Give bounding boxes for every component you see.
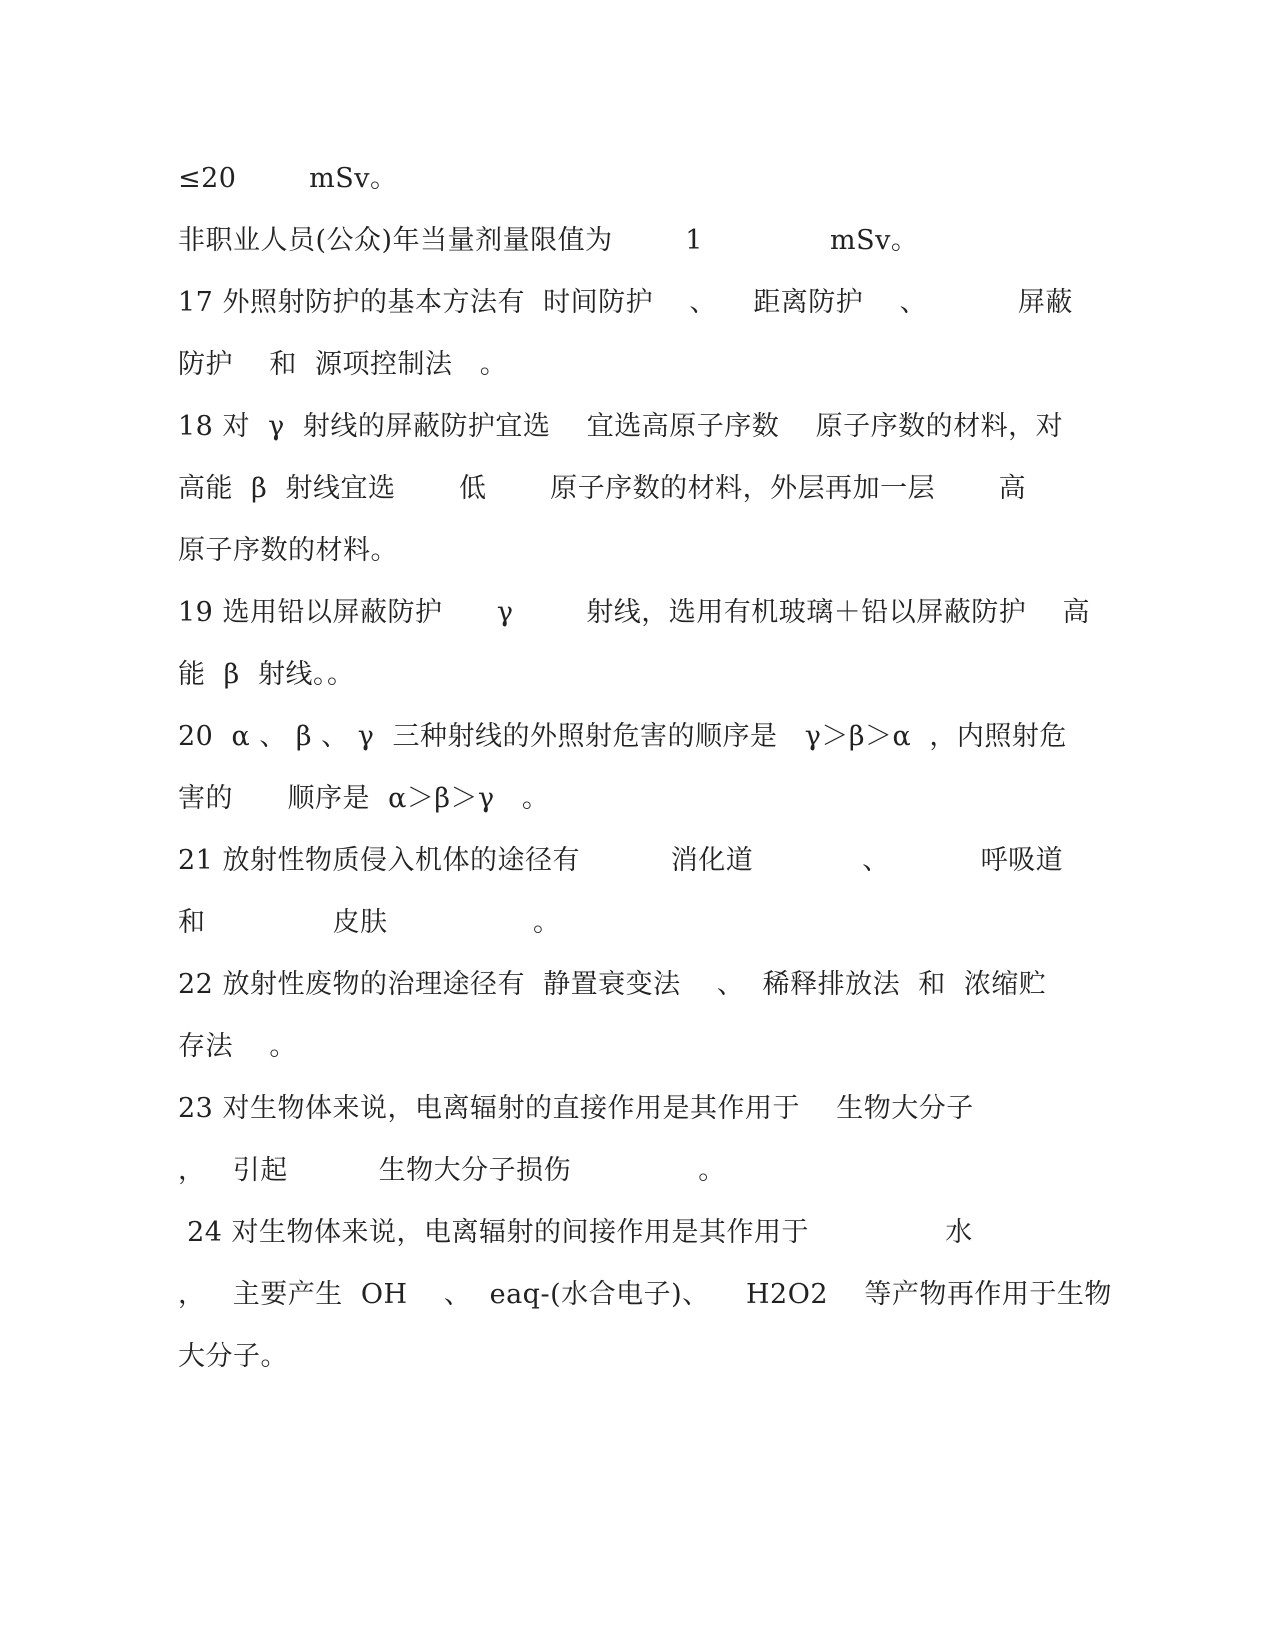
text-line-9: 能 β 射线。。 (178, 659, 355, 690)
text-line-1: ≤20 mSv。 (178, 163, 398, 194)
text-line-14: 22 放射性废物的治理途径有 静置衰变法 、 稀释排放法 和 浓缩贮 (178, 969, 1047, 1000)
text-line-15: 存法 。 (178, 1031, 297, 1062)
text-line-19: ， 主要产生 OH 、 eaq-(水合电子)、 H2O2 等产物再作用于生物 (178, 1279, 1112, 1310)
text-line-12: 21 放射性物质侵入机体的途径有 消化道 、 呼吸道 (178, 845, 1064, 876)
text-line-4: 防护 和 源项控制法 。 (178, 349, 508, 380)
text-line-11: 害的 顺序是 α＞β＞γ 。 (178, 783, 550, 814)
text-line-18: 24 对生物体来说，电离辐射的间接作用是其作用于 水 (178, 1217, 973, 1248)
text-line-17: ， 引起 生物大分子损伤 。 (178, 1155, 726, 1186)
text-line-13: 和 皮肤 。 (178, 907, 561, 938)
text-line-2: 非职业人员(公众)年当量剂量限值为 1 mSv。 (178, 225, 919, 256)
text-line-5: 18 对 γ 射线的屏蔽防护宜选 宜选高原子序数 原子序数的材料，对 (178, 411, 1064, 442)
text-line-3: 17 外照射防护的基本方法有 时间防护 、 距离防护 、 屏蔽 (178, 287, 1073, 318)
text-line-6: 高能 β 射线宜选 低 原子序数的材料，外层再加一层 高 (178, 473, 1027, 504)
text-line-7: 原子序数的材料。 (178, 535, 398, 566)
text-line-16: 23 对生物体来说，电离辐射的直接作用是其作用于 生物大分子 (178, 1093, 974, 1124)
text-line-8: 19 选用铅以屏蔽防护 γ 射线，选用有机玻璃＋铅以屏蔽防护 高 (178, 597, 1091, 628)
text-line-10: 20 α 、 β 、 γ 三种射线的外照射危害的顺序是 γ＞β＞α ，内照射危 (178, 721, 1067, 752)
text-line-20: 大分子。 (178, 1341, 288, 1372)
